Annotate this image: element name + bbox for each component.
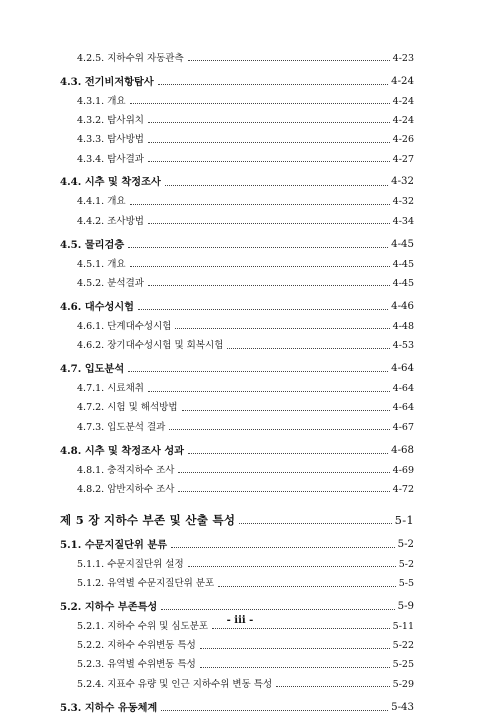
page-number: - iii - — [226, 615, 254, 626]
toc-entry[interactable] — [60, 312, 414, 331]
toc-entry-page: 5-2 — [398, 558, 414, 570]
toc-entry-page: 5-29 — [392, 678, 414, 690]
dot-leader — [182, 410, 390, 411]
toc-entry-page: 4-23 — [392, 52, 414, 64]
dot-leader — [178, 472, 389, 473]
toc-entry-title: 4.3.4. 탐사결과 — [77, 153, 144, 165]
dot-leader — [148, 391, 390, 392]
toc-entry[interactable] — [60, 550, 414, 569]
toc-entry[interactable] — [60, 394, 414, 413]
toc-entry[interactable] — [60, 250, 414, 269]
toc-entry[interactable] — [60, 670, 414, 689]
toc-entry-title: 5.1.2. 유역별 수문지질단위 분포 — [77, 578, 215, 589]
toc-entry[interactable] — [60, 293, 414, 312]
toc-entry-title: 4.6. 대수성시험 — [60, 300, 135, 313]
dot-leader — [130, 103, 390, 104]
dot-leader — [148, 161, 390, 162]
toc-entry-page: 5-22 — [392, 640, 414, 652]
toc-entry[interactable] — [60, 593, 414, 612]
dot-leader — [148, 223, 390, 224]
toc-entry-title: 5.1.1. 수문지질단위 설정 — [77, 558, 184, 570]
toc-entry-page: 4-24 — [392, 114, 414, 126]
toc-entry[interactable] — [60, 569, 414, 588]
dot-leader — [148, 122, 390, 123]
toc-entry[interactable] — [60, 506, 414, 526]
dot-leader — [130, 204, 390, 205]
toc-entry[interactable] — [60, 125, 414, 144]
toc-entry[interactable] — [60, 355, 414, 374]
toc-entry[interactable] — [60, 168, 414, 187]
dot-leader — [165, 185, 388, 186]
toc-entry-title: 5.2.4. 지표수 유량 및 인근 지하수위 변동 특성 — [77, 678, 273, 690]
toc-entry-title: 4.3.1. 개요 — [77, 95, 126, 107]
dot-leader — [239, 523, 391, 524]
toc-entry-page: 4-69 — [392, 464, 414, 476]
toc-entry-title: 4.6.2. 장기대수성시험 및 회복시험 — [77, 340, 224, 352]
toc-entry-page: 5-25 — [392, 659, 414, 671]
dot-leader — [188, 453, 388, 454]
toc-entry[interactable] — [60, 231, 414, 250]
dot-leader — [148, 285, 390, 286]
toc-entry-page: 4-45 — [392, 277, 414, 289]
toc-entry[interactable] — [60, 651, 414, 670]
dot-leader — [188, 566, 396, 567]
toc-entry-page: 4-24 — [391, 75, 414, 87]
dot-leader — [188, 60, 390, 61]
toc-entry-title: 4.2.5. 지하수위 자동관측 — [77, 52, 184, 64]
toc-entry-page: 4-67 — [392, 421, 414, 433]
dot-leader — [171, 547, 395, 548]
toc-entry-title: 5.1. 수문지질단위 분류 — [60, 538, 168, 551]
dot-leader — [276, 686, 389, 687]
toc-entry-title: 5.2.2. 지하수 수위변동 특성 — [77, 640, 196, 652]
toc-entry[interactable] — [60, 413, 414, 432]
dot-leader — [227, 348, 389, 349]
toc-entry[interactable] — [60, 694, 414, 713]
toc-entry-page: 4-34 — [392, 215, 414, 227]
dot-leader — [158, 84, 388, 85]
toc-entry-page: 5-43 — [391, 701, 414, 713]
table-of-contents — [60, 44, 414, 713]
toc-entry-page: 5-5 — [398, 578, 414, 589]
dot-leader — [212, 628, 390, 629]
toc-entry-title: 4.4. 시추 및 착정조사 — [60, 176, 161, 189]
toc-entry-title: 4.7. 입도분석 — [60, 363, 125, 376]
toc-entry[interactable] — [60, 87, 414, 106]
dot-leader — [169, 429, 389, 430]
toc-entry-page: 4-26 — [392, 134, 414, 146]
toc-entry-page: 4-68 — [391, 444, 414, 456]
toc-entry-title: 4.7.1. 시료채취 — [77, 383, 144, 395]
toc-entry-page: 4-24 — [392, 95, 414, 107]
toc-entry[interactable] — [60, 106, 414, 125]
toc-entry-page: 4-45 — [391, 238, 414, 250]
toc-entry-page: 4-53 — [392, 340, 414, 352]
toc-entry-title: 5.2.3. 유역별 수위변동 특성 — [77, 659, 196, 671]
toc-entry-page: 5-1 — [394, 512, 414, 527]
toc-entry-title: 4.3.2. 탐사위치 — [77, 114, 144, 126]
toc-entry-page: 4-32 — [392, 196, 414, 208]
dot-leader — [148, 142, 390, 143]
toc-entry[interactable] — [60, 456, 414, 475]
toc-entry-title: 4.5.2. 분석결과 — [77, 277, 144, 289]
toc-entry[interactable] — [60, 475, 414, 494]
toc-entry-page: 4-64 — [392, 383, 414, 395]
toc-entry[interactable] — [60, 44, 414, 63]
toc-entry[interactable] — [60, 436, 414, 455]
dot-leader — [200, 648, 390, 649]
toc-entry-title: 4.8. 시추 및 착정조사 성과 — [60, 444, 185, 457]
dot-leader — [178, 491, 389, 492]
toc-entry[interactable] — [60, 374, 414, 393]
toc-entry-page: 4-45 — [392, 258, 414, 270]
toc-entry-title: 5.2.1. 지하수 수위 및 심도분포 — [77, 620, 209, 632]
dot-leader — [161, 710, 388, 711]
toc-entry-title: 4.3. 전기비저항탐사 — [60, 75, 154, 88]
dot-leader — [218, 586, 395, 587]
toc-entry-title: 제 5 장 지하수 부존 및 산출 특성 — [60, 512, 236, 527]
toc-entry-title: 4.4.1. 개요 — [77, 196, 126, 208]
toc-entry-title: 4.4.2. 조사방법 — [77, 215, 144, 227]
toc-entry-title: 4.5.1. 개요 — [77, 258, 126, 270]
dot-leader — [128, 247, 388, 248]
toc-entry-title: 4.5. 물리검층 — [60, 238, 125, 251]
toc-entry-title: 4.8.1. 충적지하수 조사 — [77, 464, 175, 476]
toc-entry[interactable] — [60, 145, 414, 164]
toc-entry-title: 4.6.1. 단계대수성시험 — [77, 320, 172, 332]
toc-entry-title: 5.3. 지하수 유동체계 — [60, 701, 158, 714]
toc-entry-page: 4-32 — [391, 176, 414, 188]
toc-entry[interactable] — [60, 331, 414, 350]
toc-entry[interactable] — [60, 631, 414, 650]
toc-entry-page: 4-48 — [392, 320, 414, 332]
toc-entry-page: 5-9 — [397, 600, 414, 612]
dot-leader — [175, 328, 389, 329]
toc-entry-page: 4-46 — [391, 300, 414, 312]
toc-entry-page: 4-64 — [391, 363, 414, 375]
dot-leader — [130, 266, 390, 267]
toc-entry[interactable] — [60, 68, 414, 87]
dot-leader — [200, 667, 390, 668]
toc-entry[interactable] — [60, 531, 414, 550]
toc-entry-page: 4-64 — [392, 402, 414, 414]
dot-leader — [128, 371, 388, 372]
toc-entry-title: 5.2. 지하수 부존특성 — [60, 600, 158, 613]
toc-entry-title: 4.3.3. 탐사방법 — [77, 134, 144, 146]
toc-entry-page: 4-27 — [392, 153, 414, 165]
toc-entry-page: 5-11 — [392, 620, 414, 632]
toc-entry-title: 4.8.2. 암반지하수 조사 — [77, 483, 175, 495]
toc-entry-title: 4.7.2. 시험 및 해석방법 — [77, 402, 178, 414]
toc-entry[interactable] — [60, 188, 414, 207]
toc-entry-title: 4.7.3. 입도분석 결과 — [77, 421, 166, 433]
toc-entry[interactable] — [60, 269, 414, 288]
dot-leader — [138, 309, 388, 310]
toc-entry-page: 5-2 — [397, 538, 414, 550]
dot-leader — [161, 609, 394, 610]
toc-entry[interactable] — [60, 207, 414, 226]
toc-entry-page: 4-72 — [392, 483, 414, 495]
